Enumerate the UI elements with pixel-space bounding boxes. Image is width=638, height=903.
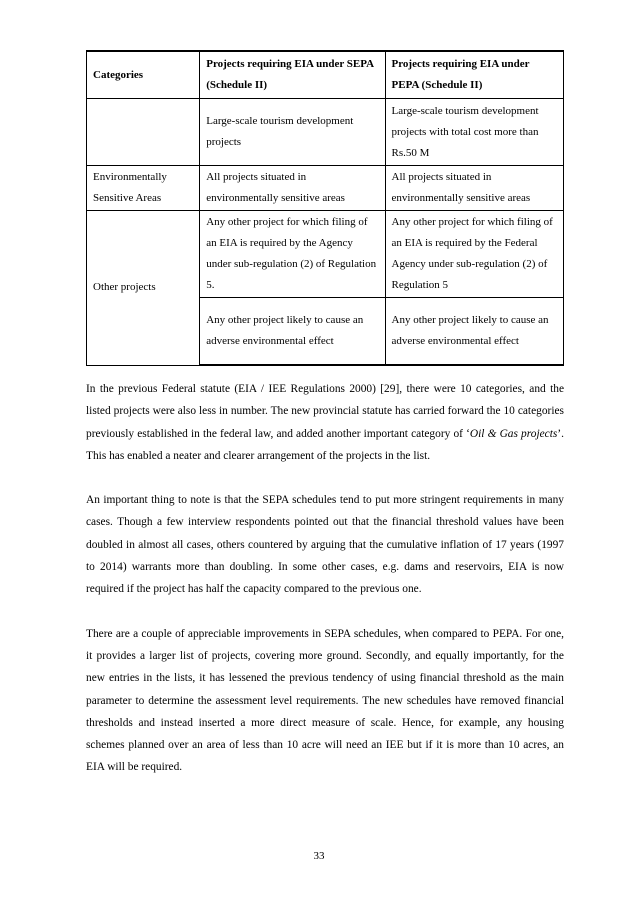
eia-comparison-table [86, 50, 564, 366]
paragraph [86, 378, 564, 467]
header-categories: Categories [87, 51, 200, 99]
row-category [87, 99, 200, 166]
row-category: Other projects [87, 211, 200, 366]
row-category: Environmentally Sensitive Areas [87, 166, 200, 211]
table-row [87, 166, 564, 211]
row-sepa: Any other project for which filing of an EIA is required by the Agency under sub-regulation (2) of Regulation 5. [200, 211, 385, 298]
row-pepa: Large-scale tourism development projects with total cost more than Rs.50 M [385, 99, 563, 166]
table-row [87, 211, 564, 298]
page-number: 33 [313, 850, 325, 862]
body-text [86, 378, 564, 801]
paragraph-text: In the previous Federal statute (EIA / IEE Regulations 2000) [29], there were 10 categories, and the listed projects were also less in number. The new provincial statute has carried forward the 10 categories previously established in the federal law, and added another important category of ‘ [86, 383, 564, 440]
paragraph: There are a couple of appreciable improvements in SEPA schedules, when compared to PEPA. For one, it provides a larger list of projects, covering more ground. Secondly, and equally importantly, for the new entries in the lists, it has lessened the previous tendency of using financial threshold as the main parameter to determine the assessment level requirements. The new schedules have removed financial thresholds and instead inserted a more direct measure of scale. Hence, for example, any housing schemes planned over an area of less than 10 acre will need an IEE but if it is more than 10 acres, an EIA will be required. [86, 627, 564, 774]
paragraph-text: ’. This has enabled a neater and clearer arrangement of the projects in the list. [86, 427, 564, 462]
row-pepa: Any other project for which filing of an EIA is required by the Federal Agency under sub-regulation (2) of Regulation 5 [385, 211, 563, 298]
row-pepa: All projects situated in environmentally sensitive areas [385, 166, 563, 211]
row-sepa: Any other project likely to cause an adverse environmental effect [200, 298, 385, 366]
row-pepa: Any other project likely to cause an adverse environmental effect [385, 298, 563, 366]
paragraph: An important thing to note is that the SEPA schedules tend to put more stringent requirements in many cases. Though a few interview respondents pointed out that the financial threshold values have been doubled in almost all cases, others countered by arguing that the cumulative inflation of 17 years (1997 to 2014) warrants more than doubling. In some other cases, e.g. dams and reservoirs, EIA is now required if the project has half the capacity compared to the previous one. [86, 494, 564, 596]
table-header-row [87, 51, 564, 99]
emphasis-text: Oil & Gas projects [469, 427, 558, 440]
header-pepa: Projects requiring EIA under PEPA (Schedule II) [385, 51, 563, 99]
row-sepa: All projects situated in environmentally sensitive areas [200, 166, 385, 211]
header-sepa: Projects requiring EIA under SEPA (Schedule II) [200, 51, 385, 99]
table-row [87, 99, 564, 166]
row-sepa: Large-scale tourism development projects [200, 99, 385, 166]
